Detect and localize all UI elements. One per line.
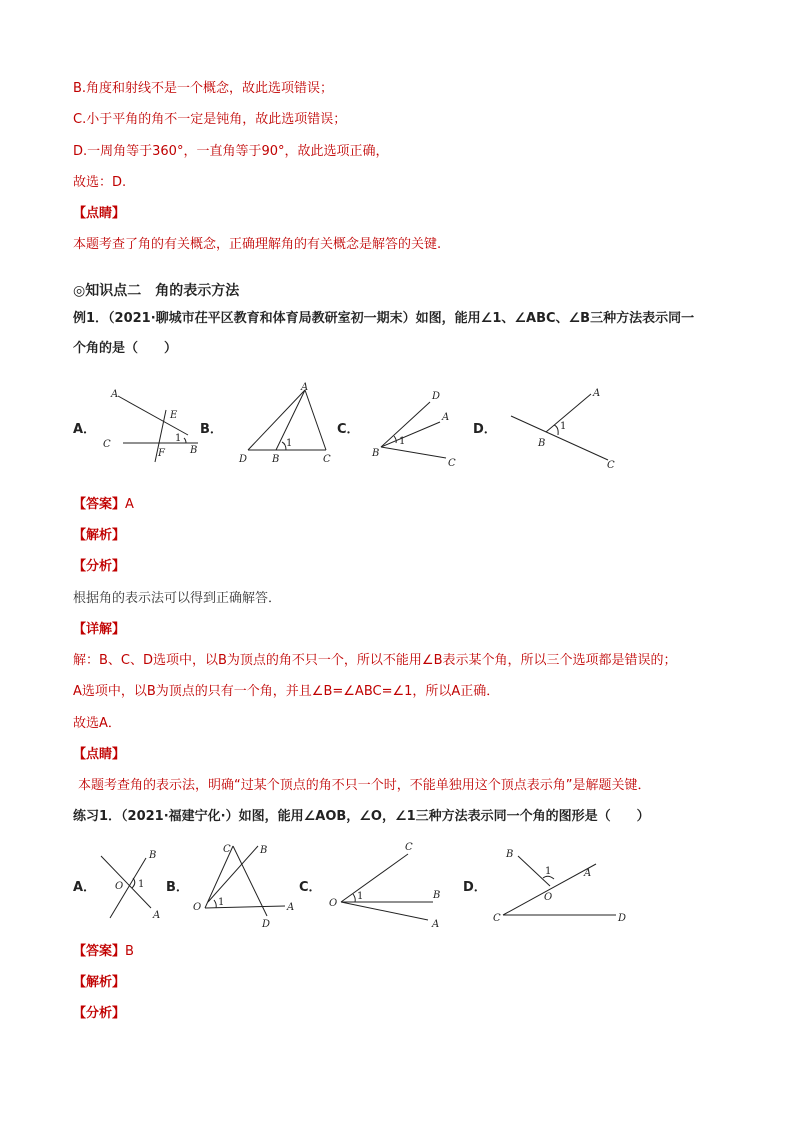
- practice-fig-d-label-b: B: [506, 849, 514, 860]
- example1-jiexi-tag: 【解析】: [73, 528, 126, 543]
- practice-fig-b-label-c: C: [223, 844, 231, 855]
- fig-c-label-1: 1: [399, 436, 406, 447]
- practice-fig-a-label-o: O: [115, 881, 124, 892]
- example1-figure-d: [503, 380, 623, 470]
- prev-solution-line-d: D.一周角等于360°，一直角等于90°，故此选项正确，: [73, 144, 389, 159]
- example1-dianjing-text: 本题考查角的表示法，明确“过某个顶点的角不只一个时，不能单独用这个顶点表示角”是解题关键．: [78, 778, 651, 793]
- fig-c-label-a: A: [442, 412, 450, 423]
- prev-solution-choice: 故选：D.: [73, 175, 127, 190]
- fig-d-label-c: C: [607, 460, 615, 470]
- fig-b-label-b: B: [272, 454, 280, 465]
- example1-xiangjie-line2: A选项中，以B为顶点的只有一个角，并且∠B=∠ABC=∠1，所以A正确．: [73, 684, 500, 699]
- practice-fig-d-label-d: D: [618, 913, 627, 924]
- prev-solution-line-b: B.角度和射线不是一个概念，故此选项错误；: [73, 81, 334, 96]
- practice-fig-c-label-1: 1: [357, 891, 364, 902]
- prev-solution-line-c: C.小于平角的角不一定是钝角，故此选项错误；: [73, 112, 347, 127]
- example1-fenxi-text: 根据角的表示法可以得到正确解答．: [73, 591, 282, 606]
- example1-xiangjie-tag: 【详解】: [73, 622, 126, 637]
- example1-option-a-label: A．: [73, 422, 97, 437]
- practice-fig-c-label-c: C: [405, 842, 413, 853]
- fig-d-label-b: B: [538, 438, 546, 449]
- fig-b-label-c: C: [323, 454, 331, 465]
- practice-fig-d-label-a: A: [584, 868, 592, 879]
- prev-dianjing-text: 本题考查了角的有关概念，正确理解角的有关概念是解答的关键.: [73, 237, 442, 252]
- practice1-answer: [73, 943, 134, 961]
- fig-d-label-1: 1: [560, 421, 567, 432]
- practice1-figure-row: [73, 838, 733, 933]
- practice1-option-c-label: C．: [299, 880, 322, 895]
- practice-fig-b-label-a: A: [287, 902, 295, 913]
- example1-dianjing-tag: 【点睛】: [73, 747, 126, 762]
- practice-fig-c-label-b: B: [433, 890, 441, 901]
- example1-answer-tag: 【答案】: [73, 497, 126, 512]
- practice-fig-c-label-a: A: [432, 919, 440, 930]
- fig-a-label-a: A: [111, 389, 119, 400]
- practice-fig-b-label-d: D: [262, 919, 271, 930]
- practice-fig-b-label-1: 1: [218, 897, 225, 908]
- example1-fenxi-tag: 【分析】: [73, 559, 126, 574]
- practice1-jiexi-tag: 【解析】: [73, 975, 126, 990]
- fig-b-label-1: 1: [286, 438, 293, 449]
- example1-option-b-label: B．: [200, 422, 223, 437]
- practice1-figure-d: [488, 838, 638, 933]
- example1-xiangjie-line1: 解：B、C、D选项中，以B为顶点的角不只一个，所以不能用∠B表示某个角，所以三个选项都是错误的；: [73, 653, 677, 668]
- prev-dianjing-tag: 【点睛】: [73, 206, 126, 221]
- practice1-figure-c: [323, 838, 453, 933]
- practice-fig-a-label-a: A: [153, 910, 161, 921]
- example1-figure-b: [233, 380, 343, 470]
- fig-a-label-f: F: [158, 448, 165, 459]
- practice1-answer-tag: 【答案】: [73, 944, 126, 959]
- practice-fig-d-label-1: 1: [545, 866, 552, 877]
- practice-fig-d-label-c: C: [493, 913, 501, 924]
- practice-fig-c-label-o: O: [329, 898, 338, 909]
- fig-a-label-c: C: [103, 439, 111, 450]
- fig-b-label-a: A: [301, 382, 309, 393]
- example1-question-line1: 例1．（2021·聊城市茌平区教育和体育局教研室初一期末）如图，能用∠1、∠ABC、∠B三种方法表示同一: [73, 311, 695, 326]
- fig-a-label-b: B: [190, 445, 198, 456]
- section-title: ◎知识点二 角的表示方法: [73, 283, 240, 299]
- example1-answer-value: A: [125, 497, 134, 512]
- practice-fig-d-label-o: O: [544, 892, 553, 903]
- example1-figure-c: [366, 380, 466, 470]
- example1-figure-a: [98, 380, 198, 470]
- practice-fig-b-label-b: B: [260, 845, 268, 856]
- fig-c-label-c: C: [448, 458, 456, 469]
- practice1-option-a-label: A．: [73, 880, 97, 895]
- practice-fig-a-label-b: B: [149, 850, 157, 861]
- practice1-answer-value: B: [125, 944, 134, 959]
- example1-option-d-label: D．: [473, 422, 497, 437]
- practice-fig-b-label-o: O: [193, 902, 202, 913]
- fig-a-label-e: E: [170, 410, 178, 421]
- fig-c-label-d: D: [432, 391, 441, 402]
- example1-option-c-label: C．: [337, 422, 360, 437]
- example1-choice: 故选A．: [73, 716, 121, 731]
- practice-fig-a-label-1: 1: [138, 879, 145, 890]
- practice1-question: 练习1．（2021·福建宁化·）如图，能用∠AOB，∠O，∠1三种方法表示同一个角的图形是（ ）: [73, 809, 650, 824]
- practice1-option-d-label: D．: [463, 880, 487, 895]
- example1-figure-row: [73, 380, 733, 470]
- practice1-figure-a: [93, 838, 173, 928]
- example1-answer: [73, 496, 134, 514]
- example1-question-line2: 个角的是（ ）: [73, 341, 178, 356]
- fig-c-label-b: B: [372, 448, 380, 459]
- fig-b-label-d: D: [239, 454, 248, 465]
- practice1-option-b-label: B．: [166, 880, 189, 895]
- fig-a-label-1: 1: [175, 433, 182, 444]
- practice1-figure-b: [190, 838, 305, 933]
- practice1-fenxi-tag: 【分析】: [73, 1006, 126, 1021]
- fig-d-label-a: A: [593, 388, 601, 399]
